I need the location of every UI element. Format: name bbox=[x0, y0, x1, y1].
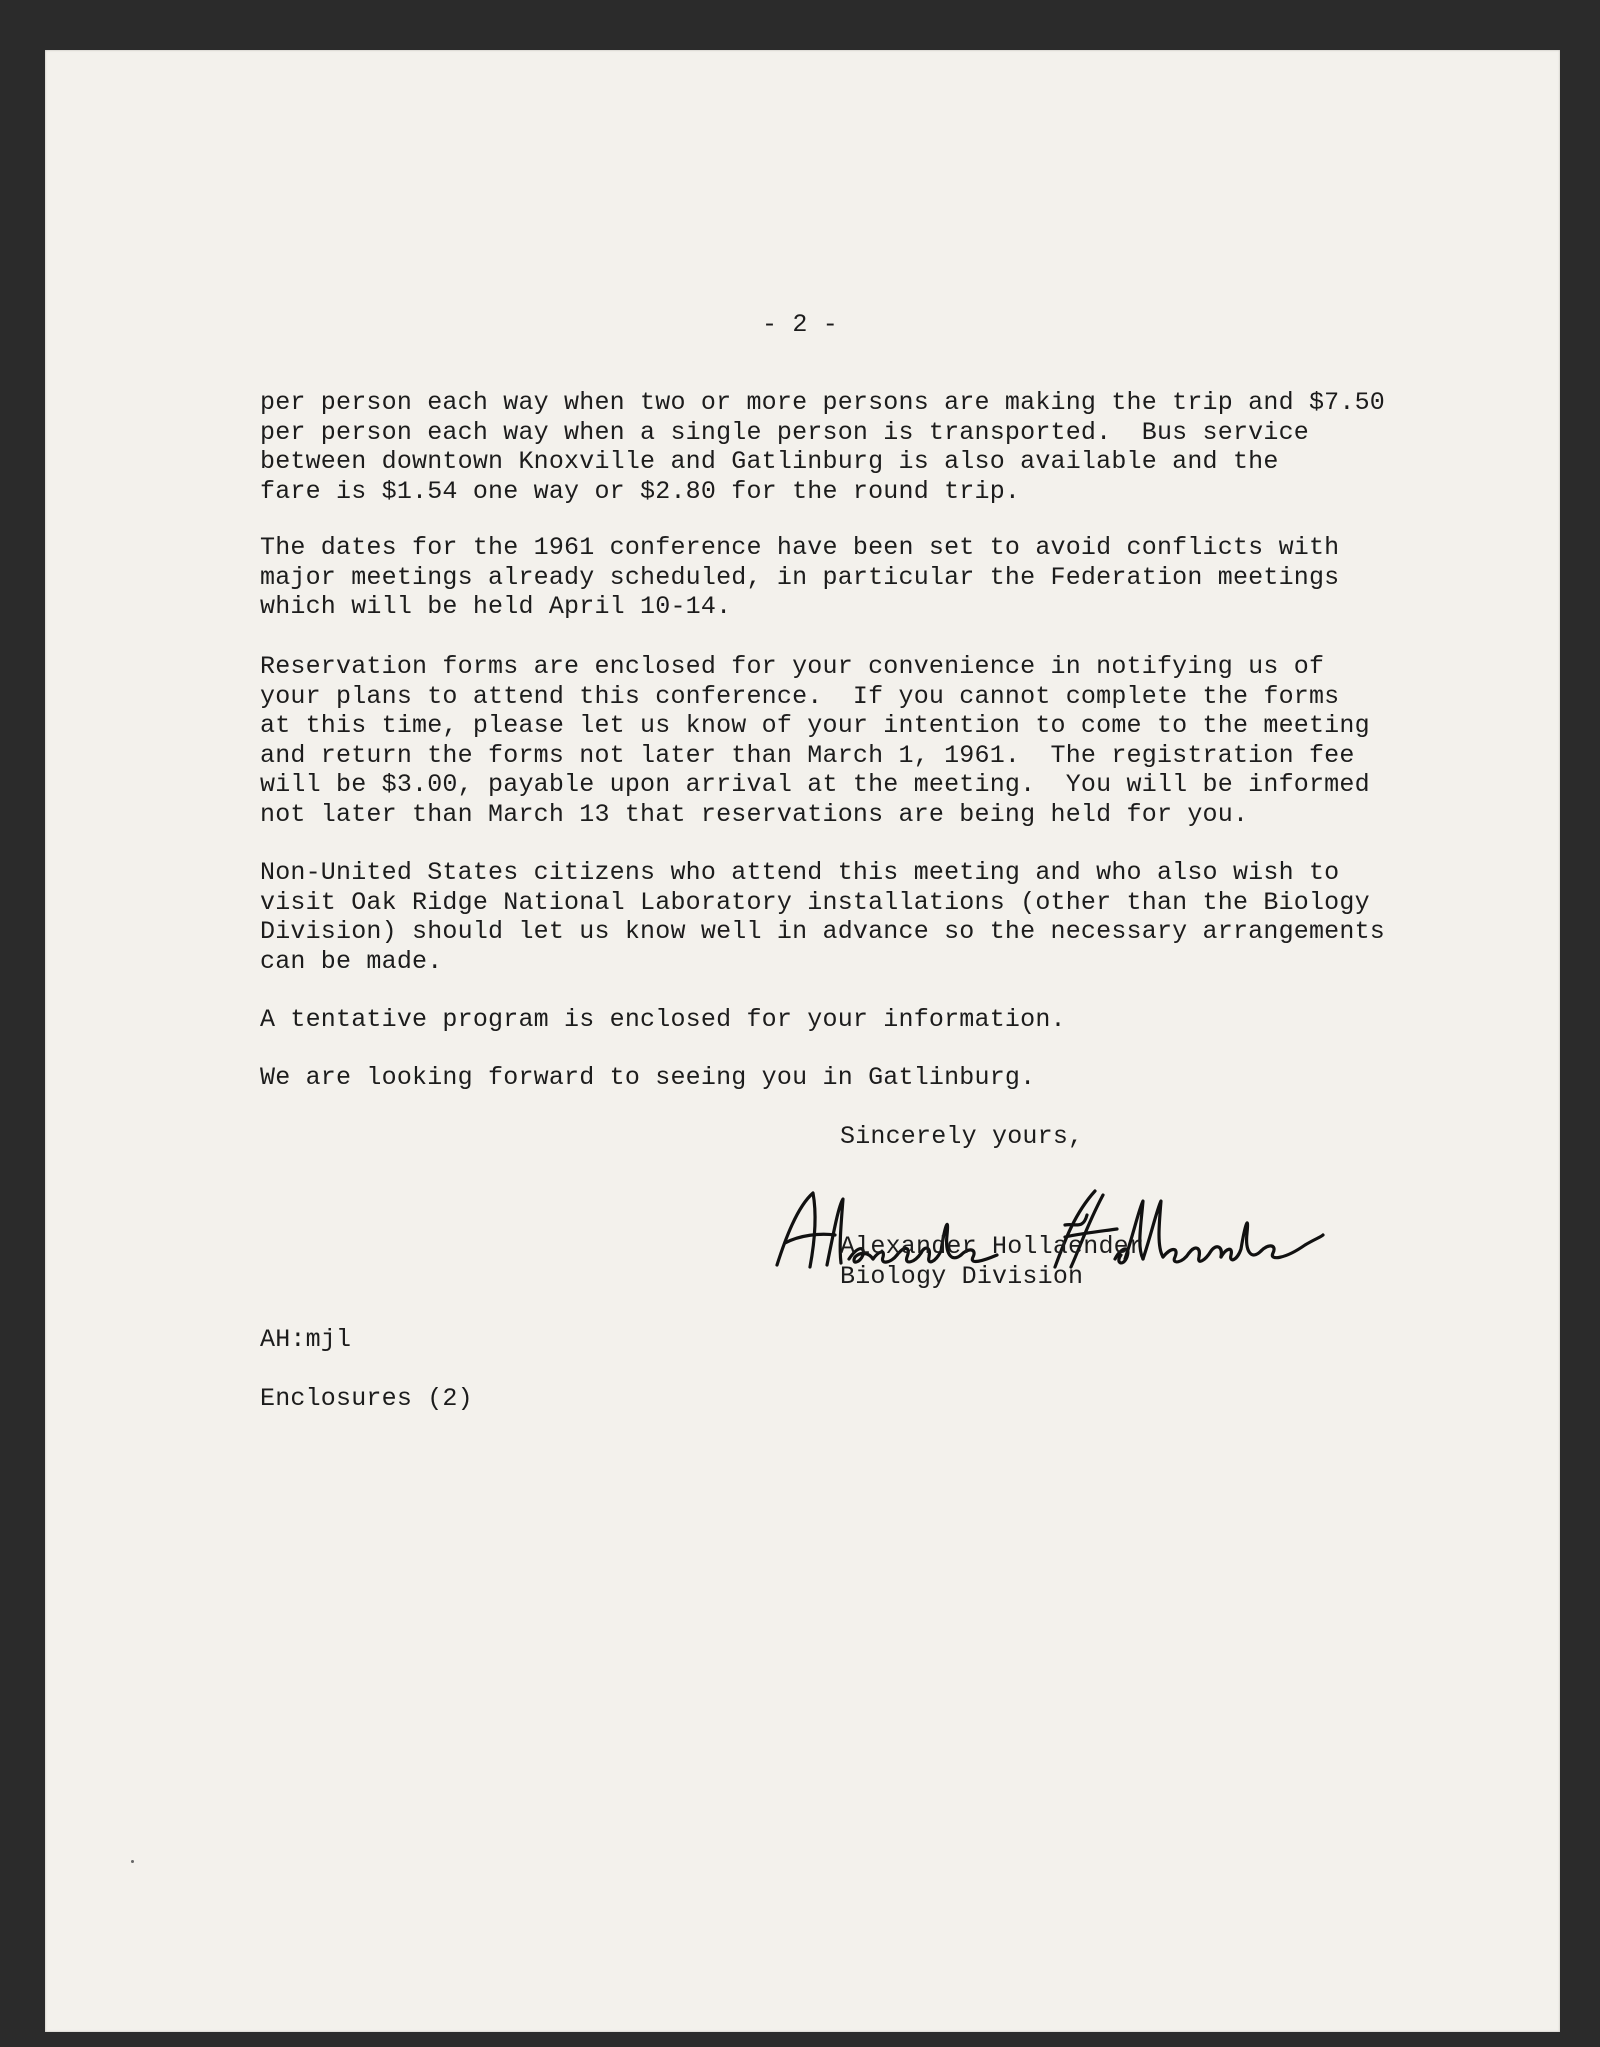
letter-page bbox=[45, 50, 1560, 2032]
page-number: - 2 - bbox=[762, 310, 839, 339]
closing-salutation: Sincerely yours, bbox=[840, 1122, 1084, 1151]
paragraph-looking-forward: We are looking forward to seeing you in Gatlinburg. bbox=[260, 1063, 1036, 1092]
paper-speck bbox=[131, 1860, 134, 1863]
signer-division: Biology Division bbox=[840, 1262, 1084, 1291]
paragraph-transportation-fares: per person each way when two or more persons are making the trip and $7.50 per person each way when a single person is transported. Bus service between downtown Knoxville and Gatlinburg is also available and the fare is $1.54 one way or $2.80 for the round trip. bbox=[260, 388, 1385, 506]
enclosures-note: Enclosures (2) bbox=[260, 1384, 473, 1413]
paragraph-conference-dates: The dates for the 1961 conference have been set to avoid conflicts with major meetings already scheduled, in particular the Federation meetings which will be held April 10-14. bbox=[260, 533, 1340, 621]
signer-name: Alexander Hollaender bbox=[840, 1232, 1145, 1261]
paragraph-tentative-program: A tentative program is enclosed for your information. bbox=[260, 1005, 1066, 1034]
reference-initials: AH:mjl bbox=[260, 1325, 352, 1354]
paragraph-reservation-forms: Reservation forms are enclosed for your convenience in notifying us of your plans to attend this conference. If you cannot complete the forms at this time, please let us know of your intention to come to the meeting and return the forms not later than March 1, 1961. The registration fee will be $3.00, payable upon arrival at the meeting. You will be informed not later than March 13 that reservations are being held for you. bbox=[260, 652, 1370, 829]
paragraph-non-us-citizens: Non-United States citizens who attend this meeting and who also wish to visit Oak Ridge National Laboratory installations (other than the Biology Division) should let us know well in advance so the necessary arrangements can be made. bbox=[260, 858, 1385, 976]
